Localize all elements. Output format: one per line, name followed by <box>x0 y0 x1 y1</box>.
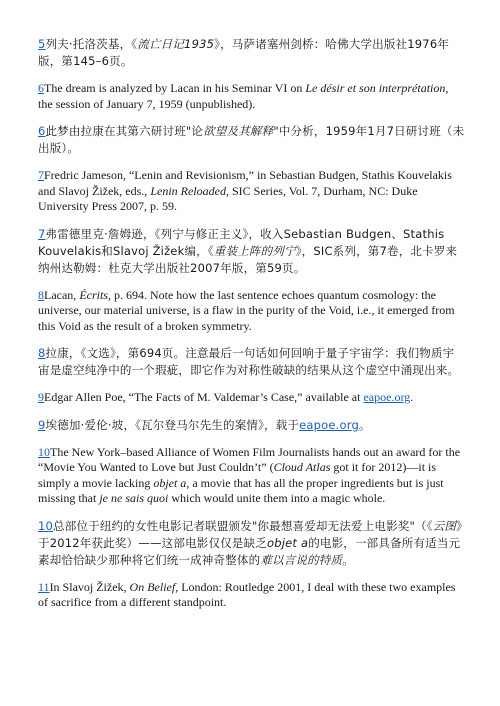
italic-title: On Belief <box>129 579 176 594</box>
italic-title: Cloud Atlas <box>273 460 331 474</box>
footnote-text: , London: Routledge 2001, I deal with these two examples of sacrifice from a different standpoint. <box>38 579 456 609</box>
italic-title: Le désir et son interprétation <box>305 81 446 95</box>
footnote-en-9 <box>38 390 466 406</box>
italic-title: 欲望及其解释 <box>203 124 274 138</box>
footnote-text: 列夫·托洛茨基，《 <box>45 37 138 51</box>
footnote-text: 》，马萨诸塞州剑桥：哈佛大学出版社1976年版，第145–6页。 <box>38 37 450 68</box>
footnote-text: 总部位于纽约的女性电影记者联盟颁发"你最想喜爱却无法爱上电影奖"（《 <box>53 518 433 533</box>
footnote-text: Lacan, <box>44 287 80 302</box>
footnote-zh-8 <box>38 345 466 379</box>
footnote-text: , a movie that has all the proper ingredients but is just missing that <box>38 475 444 505</box>
italic-title: objet a <box>153 475 187 490</box>
footnote-text: 埃德加·爱伦·坡，《瓦尔登马尔先生的案情》，载于 <box>45 417 300 432</box>
footnote-number-link[interactable]: 7 <box>38 226 46 241</box>
italic-title: 流亡日记1935 <box>137 37 215 51</box>
footnote-number-link[interactable]: 8 <box>38 287 44 302</box>
italic-title: objet a <box>266 535 309 550</box>
footnote-zh-6 <box>38 123 466 157</box>
footnote-number-link[interactable]: 9 <box>38 390 44 404</box>
footnote-number-link[interactable]: 10 <box>38 518 54 533</box>
footnote-text: 》于2012年获此奖）——这部电影仅仅是缺乏 <box>38 518 463 550</box>
footnote-text: , the session of January 7, 1959 (unpublished). <box>38 81 449 111</box>
footnote-text: 此梦由拉康在其第六研讨班"论 <box>45 124 204 138</box>
footnote-number-link[interactable]: 7 <box>38 168 44 182</box>
footnote-text: The dream is analyzed by Lacan in his Seminar VI on <box>44 81 306 95</box>
footnote-text: In Slavoj Žižek, <box>49 579 130 594</box>
footnote-text: , SIC Series, Vol. 7, Durham, NC: Duke University Press 2007, p. 59. <box>38 183 418 213</box>
footnote-en-7 <box>38 168 466 215</box>
footnote-text: 弗雷德里克·詹姆逊，《列宁与修正主义》，收入Sebastian Budgen、Stathis Kouvelakis和Slavoj Žižek编，《 <box>38 226 445 258</box>
footnote-text: 》，SIC系列，第7卷，北卡罗来纳州达勒姆：杜克大学出版社2007年版，第59页。 <box>38 243 458 275</box>
footnotes-list <box>38 36 466 611</box>
footnote-text: , p. 694. Note how the last sentence echoes quantum cosmology: the universe, our material universe, is a flaw in the purity of the Void, i.e., it emerged from this Void as the result of a broken symmetry. <box>38 287 455 333</box>
footnote-number-link[interactable]: 6 <box>38 124 46 138</box>
footnote-number-link[interactable]: 6 <box>38 81 44 95</box>
footnote-text: 。 <box>342 552 354 567</box>
footnote-text: . <box>410 390 414 404</box>
footnote-zh-9 <box>38 417 466 434</box>
footnote-text: which would unite them into a magic whole. <box>168 491 386 505</box>
external-link[interactable]: eapoe.org <box>299 417 359 432</box>
footnote-en-10 <box>38 445 466 507</box>
footnote-number-link[interactable]: 11 <box>38 579 50 594</box>
footnote-text: 的电影，一部具备所有适当元素却恰恰缺少那种将它们统一成神奇整体的 <box>38 535 461 567</box>
footnote-en-6 <box>38 81 466 112</box>
footnote-number-link[interactable]: 5 <box>38 37 46 51</box>
italic-title: Lenin Reloaded <box>150 183 226 198</box>
footnote-zh-7 <box>38 226 466 277</box>
footnote-text: Fredric Jameson, “Lenin and Revisionism,” in Sebastian Budgen, Stathis Kouvelakis and Slavoj Žižek, eds., <box>38 168 452 198</box>
footnote-text: 拉康，《文选》，第694页。注意最后一句话如何回响于量子宇宙学：我们物质宇宙是虚空纯净中的一个瑕疵，即它作为对称性破缺的结果从这个虚空中涌现出来。 <box>38 346 460 377</box>
italic-title: 难以言说的特质 <box>260 552 343 567</box>
footnote-text: "中分析，1959年1月7日研讨班（未出版）。 <box>38 124 465 155</box>
footnote-number-link[interactable]: 9 <box>38 417 46 432</box>
footnote-number-link[interactable]: 10 <box>38 444 50 459</box>
footnote-number-link[interactable]: 8 <box>38 346 46 360</box>
footnote-zh-10 <box>38 518 466 569</box>
italic-title: 云图 <box>432 518 457 533</box>
footnote-en-11 <box>38 580 466 611</box>
external-link[interactable]: eapoe.org <box>363 390 411 404</box>
footnote-text: 。 <box>359 417 371 432</box>
footnote-text: The New York–based Alliance of Women Film Journalists hands out an award for the “Movie You Wanted to Love but Just Couldn’t” ( <box>38 444 461 474</box>
footnote-en-8 <box>38 288 466 335</box>
italic-title: 重装上阵的列宁 <box>213 243 296 258</box>
italic-title: Écrits <box>79 287 108 302</box>
italic-title: je ne sais quoi <box>99 491 169 505</box>
footnote-zh-5 <box>38 36 466 70</box>
footnote-text: Edgar Allen Poe, “The Facts of M. Valdemar’s Case,” available at <box>44 390 364 404</box>
footnote-text: got it for 2012)—it is simply a movie lacking <box>38 460 437 490</box>
